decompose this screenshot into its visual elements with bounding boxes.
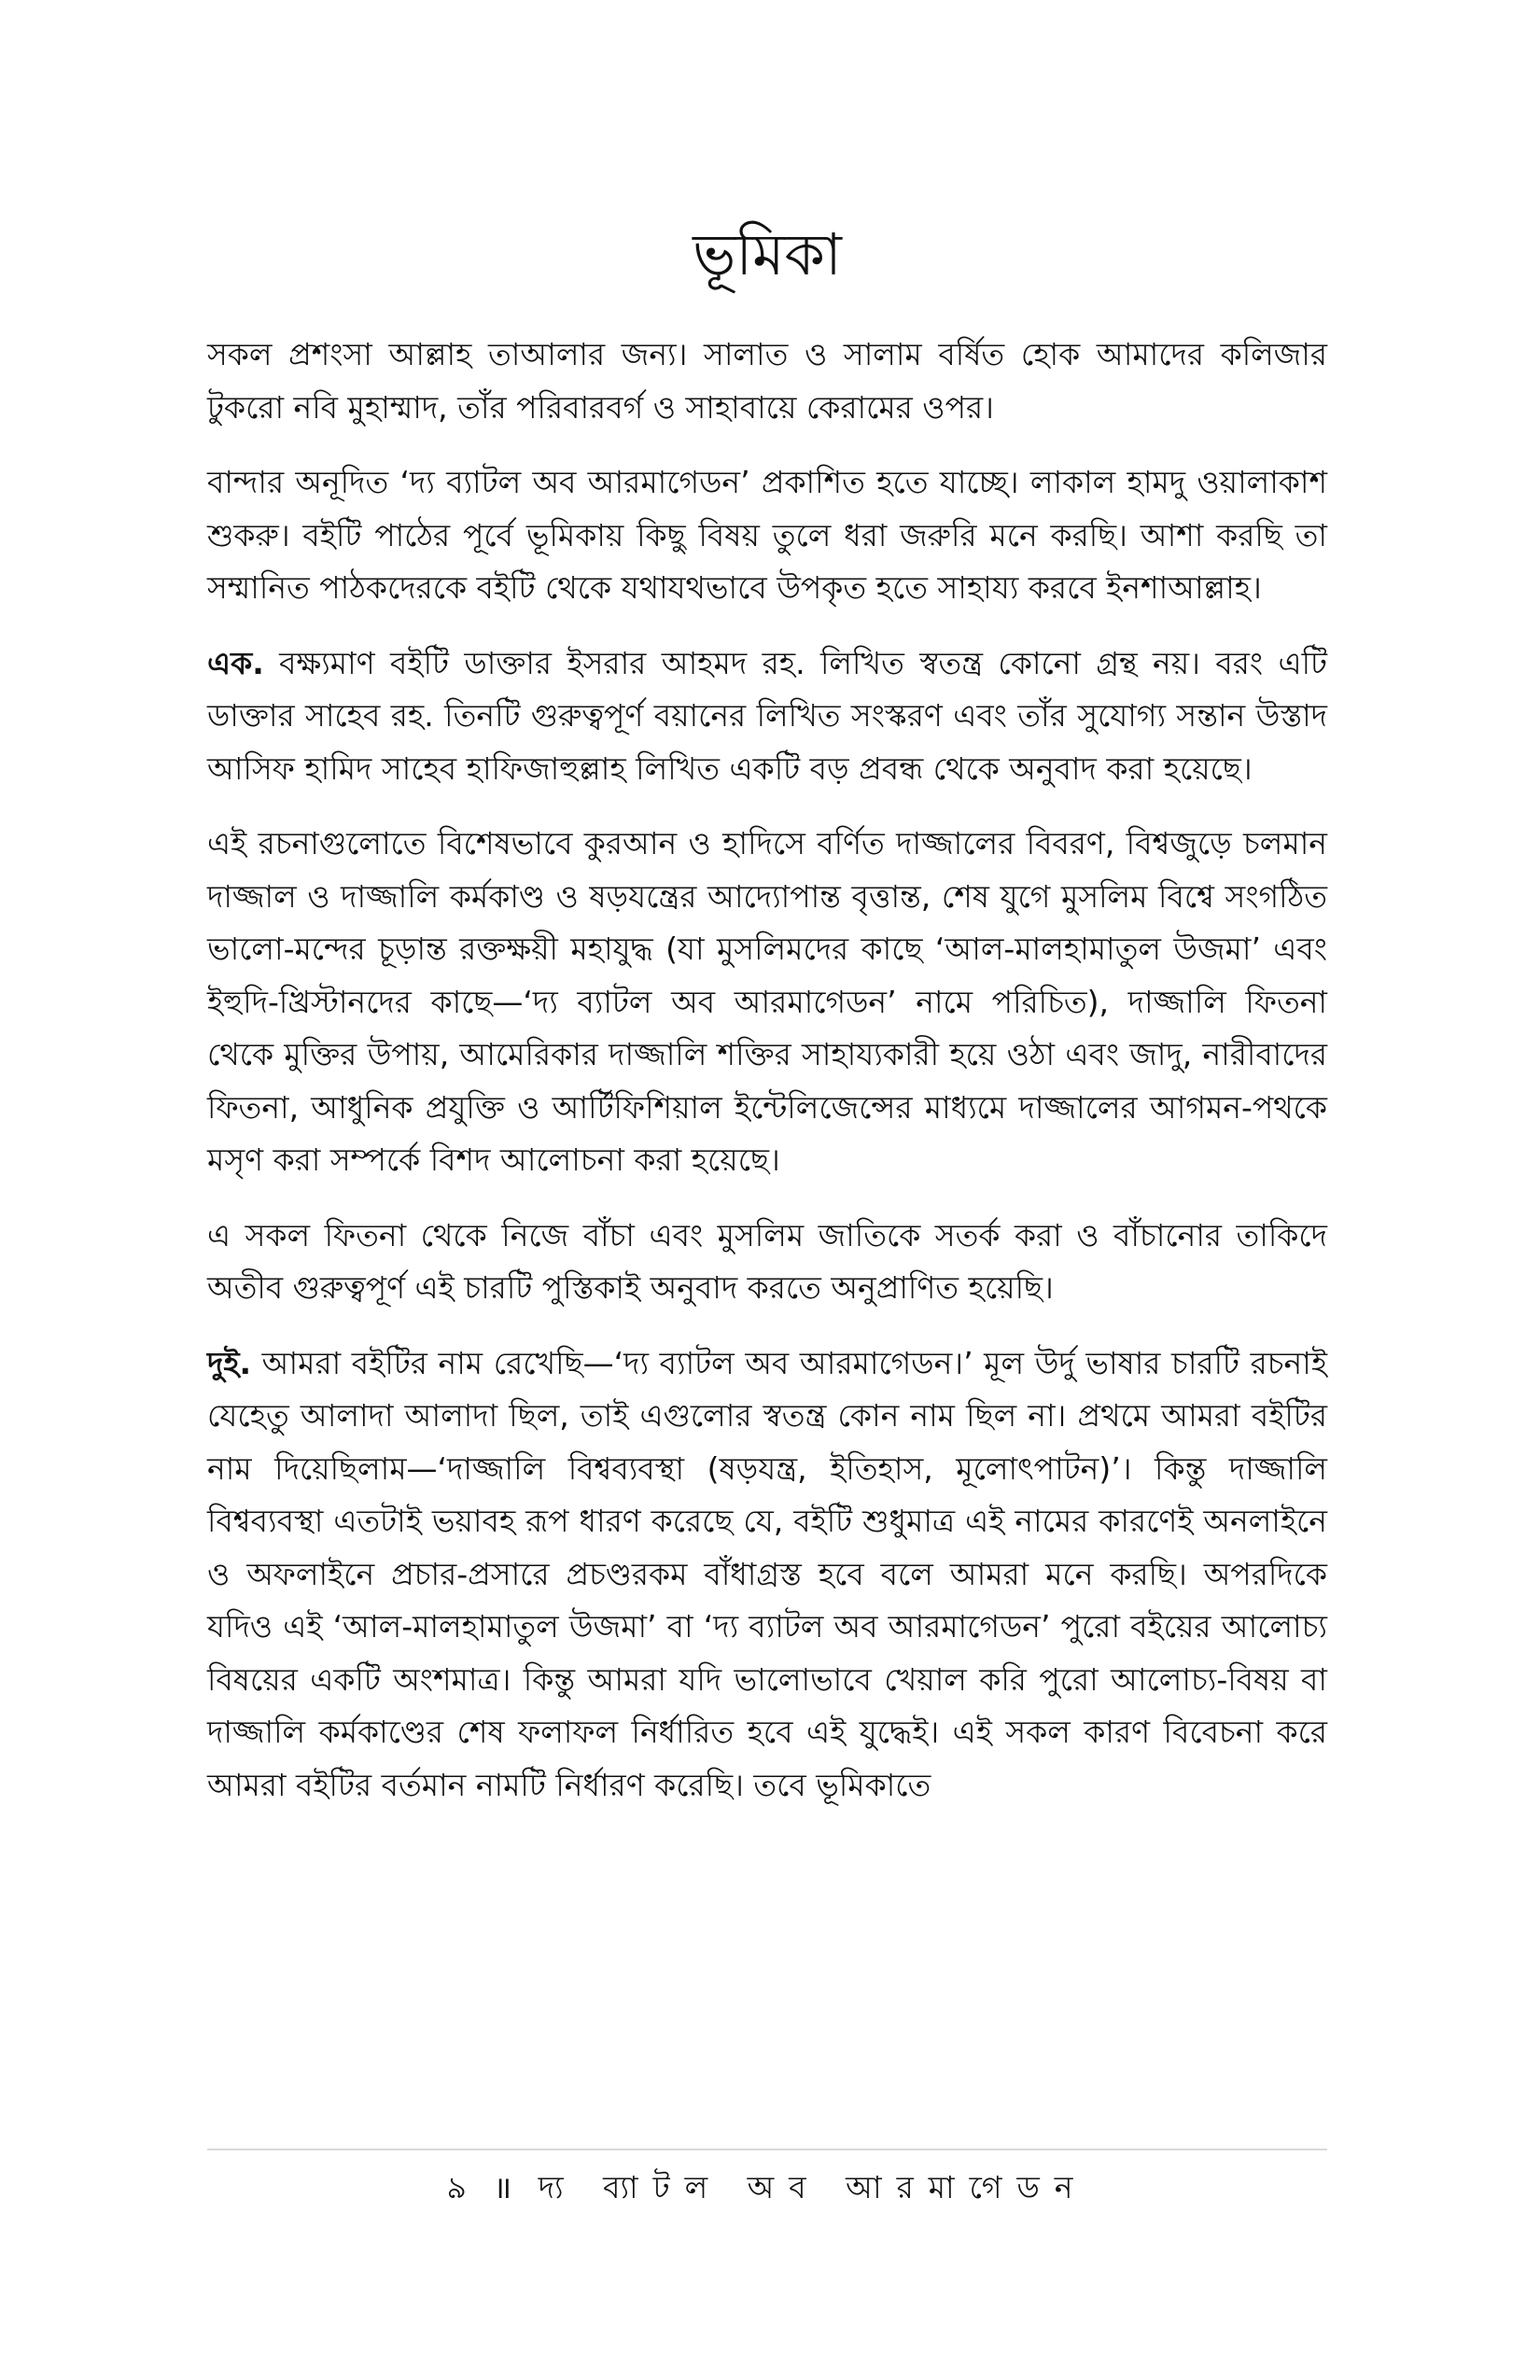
paragraph-text: আমরা বইটির নাম রেখেছি—‘দ্য ব্যাটল অব আরমাগেডন।’ মূল উর্দু ভাষার চারটি রচনাই যেহেতু আলাদা আলাদা ছিল, তাই এগুলোর স্বতন্ত্র কোন নাম ছিল না। প্রথমে আমরা বইটির নাম দিয়েছিলাম—‘দাজ্জালি বিশ্বব্যবস্থা (ষড়যন্ত্র, ইতিহাস, মূলোৎপাটন)’। কিন্তু দাজ্জালি বিশ্বব্যবস্থা এতটাই ভয়াবহ রূপ ধারণ করেছে যে, বইটি শুধুমাত্র এই নামের কারণেই অনলাইনে ও অফলাইনে প্রচার-প্রসারে প্রচণ্ডরকম বাঁধাগ্রস্ত হবে বলে আমরা মনে করছি। অপরদিকে যদিও এই ‘আল-মালহামাতুল উজমা’ বা ‘দ্য ব্যাটল অব আরমাগেডন’ পুরো বইয়ের আলোচ্য বিষয়ের একটি অংশমাত্র। কিন্তু আমরা যদি ভালোভাবে খেয়াল করি পুরো আলোচ্য-বিষয় বা দাজ্জালি কর্মকাণ্ডের শেষ ফলাফল নির্ধারিত হবে এই যুদ্ধেই। এই সকল কারণ বিবেচনা করে আমরা বইটির বর্তমান নামটি নির্ধারণ করেছি। তবে ভূমিকাতে	[207, 1344, 1327, 1803]
paragraph-text: এ সকল ফিতনা থেকে নিজে বাঁচা এবং মুসলিম জাতিকে সতর্ক করা ও বাঁচানোর তাকিদে অতীব গুরুত্বপূর্ণ এই চারটি পুস্তিকাই অনুবাদ করতে অনুপ্রাণিত হয়েছি।	[207, 1216, 1327, 1306]
page-number: ৯	[446, 2169, 467, 2205]
paragraph-text: বক্ষ্যমাণ বইটি ডাক্তার ইসরার আহমদ রহ. লিখিত স্বতন্ত্র কোনো গ্রন্থ নয়। বরং এটি ডাক্তার সাহেব রহ. তিনটি গুরুত্বপূর্ণ বয়ানের লিখিত সংস্করণ এবং তাঁর সুযোগ্য সন্তান উস্তাদ আসিফ হামিদ সাহেব হাফিজাহুল্লাহ লিখিত একটি বড় প্রবন্ধ থেকে অনুবাদ করা হয়েছে।	[207, 644, 1327, 787]
body-text	[207, 329, 1327, 1834]
page-title: ভূমিকা	[693, 220, 842, 288]
paragraph-lead: দুই.	[207, 1344, 252, 1381]
paragraph	[207, 456, 1327, 615]
paragraph-text: এই রচনাগুলোতে বিশেষভাবে কুরআন ও হাদিসে বর্ণিত দাজ্জালের বিবরণ, বিশ্বজুড়ে চলমান দাজ্জাল ও দাজ্জালি কর্মকাণ্ড ও ষড়যন্ত্রের আদ্যোপান্ত বৃত্তান্ত, শেষ যুগে মুসলিম বিশ্বে সংগঠিত ভালো-মন্দের চূড়ান্ত রক্তক্ষয়ী মহাযুদ্ধ (যা মুসলিমদের কাছে ‘আল-মালহামাতুল উজমা’ এবং ইহুদি-খ্রিস্টানদের কাছে—‘দ্য ব্যাটল অব আরমাগেডন’ নামে পরিচিত), দাজ্জালি ফিতনা থেকে মুক্তির উপায়, আমেরিকার দাজ্জালি শক্তির সাহায্যকারী হয়ে ওঠা এবং জাদু, নারীবাদের ফিতনা, আধুনিক প্রযুক্তি ও আর্টিফিশিয়াল ইন্টেলিজেন্সের মাধ্যমে দাজ্জালের আগমন-পথকে মসৃণ করা সম্পর্কে বিশদ আলোচনা করা হয়েছে।	[207, 825, 1327, 1178]
paragraph	[207, 329, 1327, 434]
book-page	[207, 0, 1327, 2380]
paragraph-lead: এক.	[207, 644, 264, 681]
page-footer	[207, 2165, 1327, 2210]
running-book-title: দ্য ব্যাটল অব আরমাগেডন	[538, 2169, 1088, 2205]
paragraph	[207, 1337, 1327, 1813]
footer-separator: ॥	[493, 2169, 512, 2205]
paragraph	[207, 818, 1327, 1187]
footer-divider	[207, 2149, 1327, 2150]
paragraph	[207, 637, 1327, 796]
paragraph	[207, 1210, 1327, 1315]
paragraph-text: বান্দার অনূদিত ‘দ্য ব্যাটল অব আরমাগেডন’ প্রকাশিত হতে যাচ্ছে। লাকাল হামদু ওয়ালাকাশ শুকরু। বইটি পাঠের পূর্বে ভূমিকায় কিছু বিষয় তুলে ধরা জরুরি মনে করছি। আশা করছি তা সম্মানিত পাঠকদেরকে বইটি থেকে যথাযথভাবে উপকৃত হতে সাহায্য করবে ইনশাআল্লাহ।	[207, 464, 1327, 606]
paragraph-text: সকল প্রশংসা আল্লাহ তাআলার জন্য। সালাত ও সালাম বর্ষিত হোক আমাদের কলিজার টুকরো নবি মুহাম্মাদ, তাঁর পরিবারবর্গ ও সাহাবায়ে কেরামের ওপর।	[207, 336, 1327, 426]
